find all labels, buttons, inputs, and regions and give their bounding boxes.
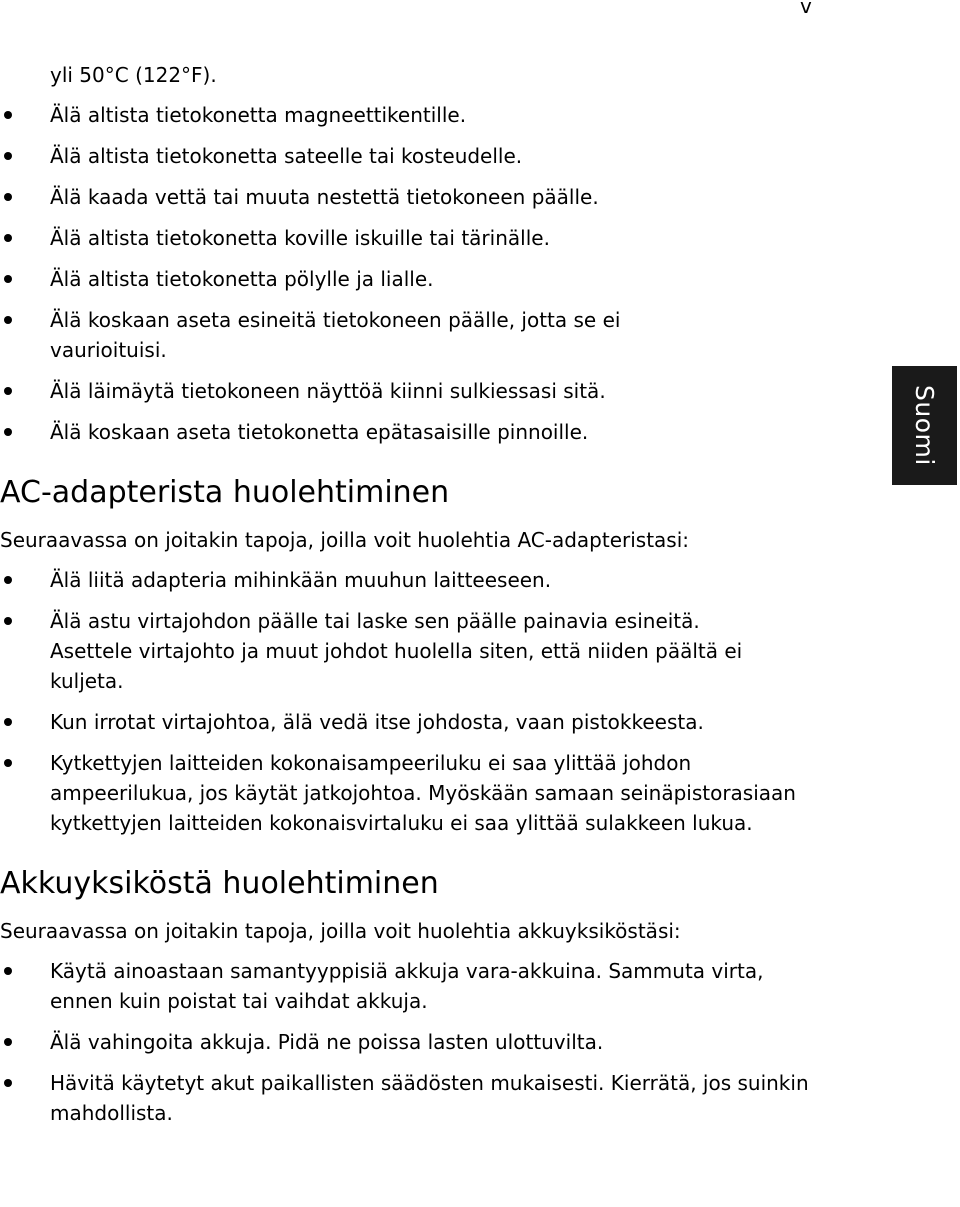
list-item: Älä altista tietokonetta koville iskuille tai tärinälle.	[0, 223, 880, 253]
list-item: Kun irrotat virtajohtoa, älä vedä itse johdosta, vaan pistokkeesta.	[0, 707, 880, 737]
list-item: Älä koskaan aseta esineitä tietokoneen päälle, jotta se ei vaurioituisi.	[0, 305, 710, 365]
list-item: Kytkettyjen laitteiden kokonaisampeeriluku ei saa ylittää johdon ampeerilukua, jos käytät jatkojohtoa. Myöskään samaan seinäpistorasiaan kytkettyjen laitteiden kokonaisvirtaluku ei saa ylittää sulakkeen lukua.	[0, 748, 805, 838]
battery-list	[0, 956, 880, 1128]
list-item: Älä astu virtajohdon päälle tai laske sen päälle painavia esineitä. Asettele virtajohto ja muut johdot huolella siten, että niiden päältä ei kuljeta.	[0, 606, 780, 696]
list-item: Älä altista tietokonetta pölylle ja lialle.	[0, 264, 880, 294]
page-content	[0, 60, 880, 1139]
list-item: Älä altista tietokonetta magneettikentille.	[0, 100, 880, 130]
language-tab-label: Suomi	[910, 385, 939, 466]
list-item: Älä koskaan aseta tietokonetta epätasaisille pinnoille.	[0, 417, 880, 447]
list-item: Älä liitä adapteria mihinkään muuhun laitteeseen.	[0, 565, 880, 595]
general-care-list	[0, 100, 880, 447]
continued-text: yli 50°C (122°F).	[50, 63, 217, 87]
page-number: v	[800, 0, 812, 18]
list-item: Käytä ainoastaan samantyyppisiä akkuja vara-akkuina. Sammuta virta, ennen kuin poistat tai vaihdat akkuja.	[0, 956, 810, 1016]
list-item: Älä altista tietokonetta sateelle tai kosteudelle.	[0, 141, 880, 171]
ac-adapter-list	[0, 565, 880, 838]
language-tab	[892, 366, 957, 485]
list-item: Hävitä käytetyt akut paikallisten säädösten mukaisesti. Kierrätä, jos suinkin mahdollista.	[0, 1068, 810, 1128]
battery-heading: Akkuyksiköstä huolehtiminen	[0, 866, 439, 901]
list-item: Älä läimäytä tietokoneen näyttöä kiinni sulkiessasi sitä.	[0, 376, 880, 406]
list-item: Älä kaada vettä tai muuta nestettä tietokoneen päälle.	[0, 182, 880, 212]
battery-intro: Seuraavassa on joitakin tapoja, joilla voit huolehtia akkuyksiköstäsi:	[0, 919, 681, 943]
list-item: Älä vahingoita akkuja. Pidä ne poissa lasten ulottuvilta.	[0, 1027, 880, 1057]
ac-adapter-heading: AC-adapterista huolehtiminen	[0, 475, 450, 510]
ac-adapter-intro: Seuraavassa on joitakin tapoja, joilla voit huolehtia AC-adapteristasi:	[0, 528, 690, 552]
